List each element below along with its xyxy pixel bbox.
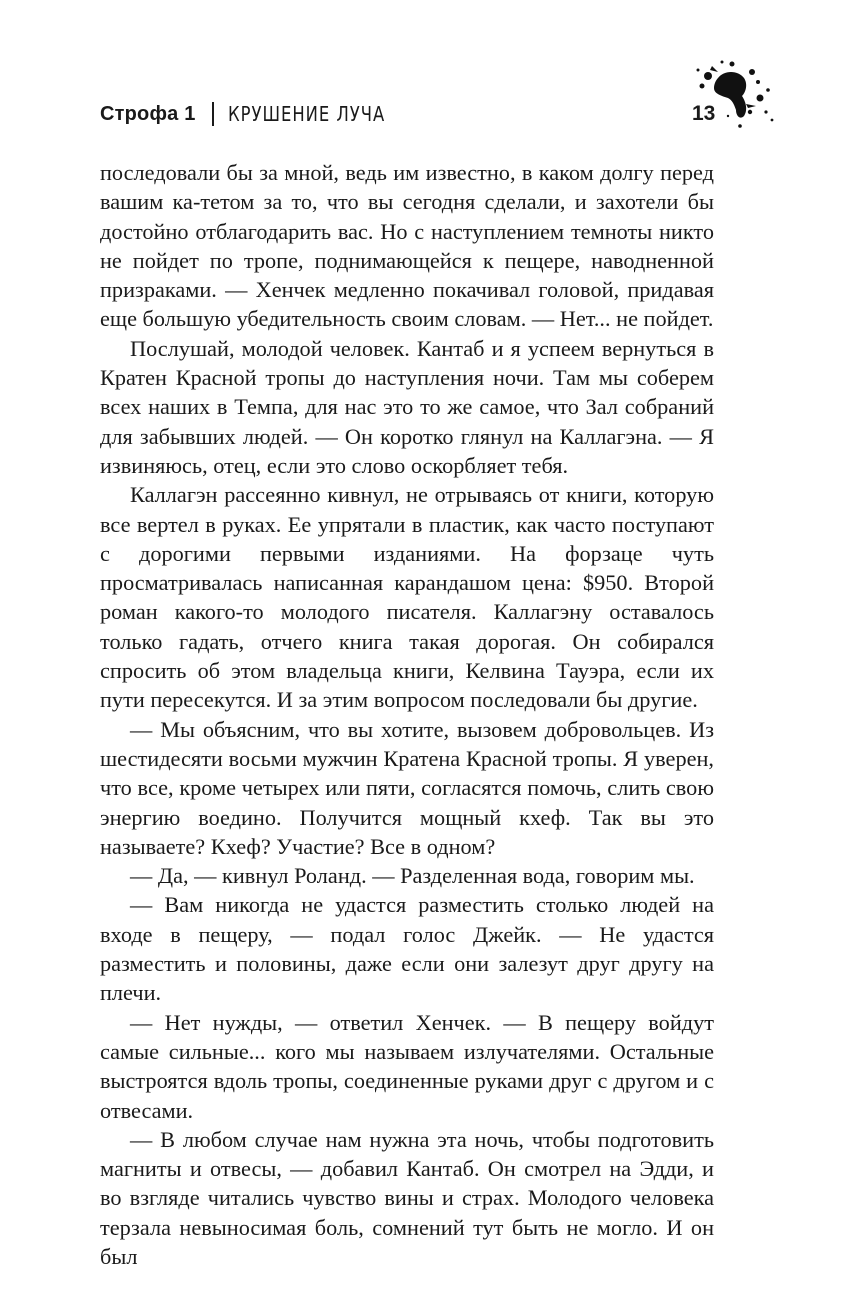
header-divider: [212, 102, 214, 126]
paragraph: — Вам никогда не удастся разместить столько людей на входе в пещеру, — подал голос Джейк. — Не удастся разместить и половины, даже если они залезут друг другу на плечи.: [100, 892, 714, 1006]
chapter-title: КРУШЕНИЕ ЛУЧА: [227, 102, 385, 126]
section-label: Строфа 1: [100, 102, 196, 125]
paragraph: Послушай, молодой человек. Кантаб и я успеем вернуться в Кратен Красной тропы до наступления ночи. Там мы соберем всех наших в Темпа, для нас это то же самое, что Зал собраний для забывших людей. — Он коротко глянул на Каллагэна. — Я извиняюсь, отец, если это слово оскорбляет тебя.: [100, 335, 714, 478]
ink-splat-ornament: [688, 56, 778, 136]
paragraph: — Да, — кивнул Роланд. — Разделенная вода, говорим мы.: [130, 863, 695, 889]
paragraph: — Мы объясним, что вы хотите, вызовем добровольцев. Из шестидесяти восьми мужчин Кратена Красной тропы. Я уверен, что все, кроме четырех или пяти, согласятся помочь, слить свою энергию воедино. Получится мощный кхеф. Так вы это называете? Кхеф? Участие? Все в одном?: [100, 716, 714, 859]
page-number: 13: [692, 102, 716, 125]
paragraph: Каллагэн рассеянно кивнул, не отрываясь от книги, которую все вертел в руках. Ее упрятали в пластик, как часто поступают с дорогими первыми изданиями. На форзаце чуть просматривалась написанная карандашом цена: $950. Второй роман какого-то молодого писателя. Каллагэну оставалось только гадать, отчего книга такая дорогая. Он собирался спросить об этом владельца книги, Келвина Тауэра, если их пути пересекутся. И за этим вопросом последовали бы другие.: [100, 482, 714, 713]
paragraph: — В любом случае нам нужна эта ночь, чтобы подготовить магниты и отвесы, — добавил Кантаб. Он смотрел на Эдди, и во взгляде читались чувство вины и страх. Молодого человека терзала невыносимая боль, сомнений тут быть не могло. И он был: [100, 1126, 714, 1269]
running-header: [100, 100, 740, 132]
body-text: [100, 158, 714, 1271]
paragraph: последовали бы за мной, ведь им известно, в каком долгу перед вашим ка-тетом за то, что вы сегодня сделали, и захотели бы достойно отблагодарить вас. Но с наступлением темноты никто не пойдет по тропе, поднимающейся к пещере, наводненной призраками. — Хенчек медленно покачивал головой, придавая еще большую убедительность своим словам. — Нет... не пойдет.: [100, 160, 714, 332]
running-head: [100, 102, 419, 126]
paragraph: — Нет нужды, — ответил Хенчек. — В пещеру войдут самые сильные... кого мы называем излучателями. Остальные выстроятся вдоль тропы, соединенные руками друг с другом и с отвесами.: [100, 1009, 714, 1123]
